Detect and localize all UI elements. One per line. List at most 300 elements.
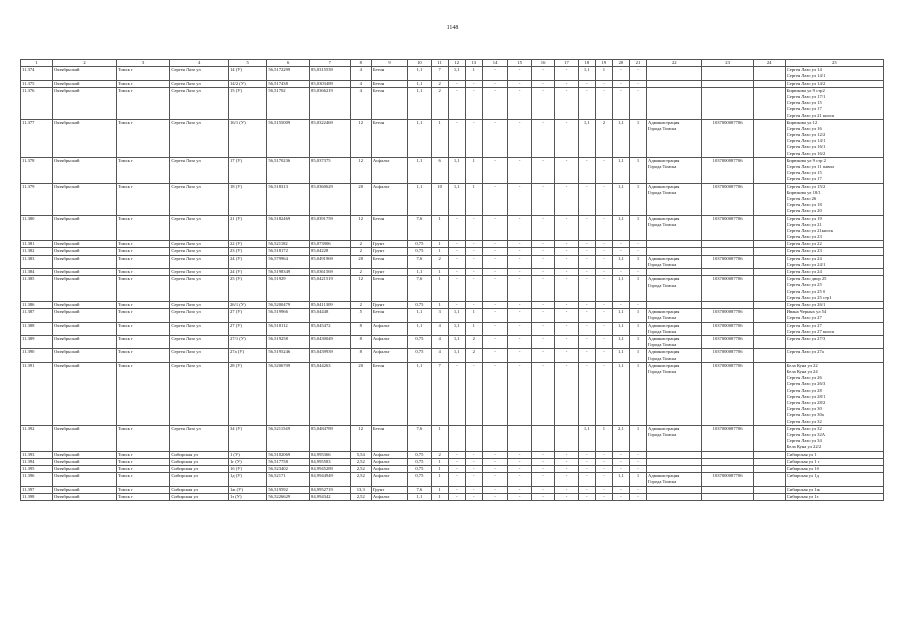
table-row bbox=[21, 302, 884, 309]
table-cell: - bbox=[629, 248, 646, 255]
table-cell bbox=[753, 87, 785, 119]
table-cell: 7 bbox=[431, 362, 448, 425]
address-cell bbox=[785, 157, 883, 183]
table-cell: - bbox=[578, 451, 595, 458]
row-number-cell: 11.397 bbox=[21, 486, 53, 493]
table-cell bbox=[482, 425, 508, 451]
address-cell bbox=[785, 322, 883, 335]
column-header: 13 bbox=[465, 60, 482, 67]
table-cell: - bbox=[508, 458, 531, 465]
table-cell: - bbox=[555, 309, 578, 322]
address-line: Сергея Лазо ул 15 bbox=[786, 100, 822, 106]
table-cell: - bbox=[448, 215, 465, 241]
table-cell: 1,1 bbox=[448, 322, 465, 335]
table-cell: 56,518172 bbox=[267, 248, 310, 255]
table-cell: - bbox=[578, 80, 595, 87]
table-cell: 85,045472 bbox=[310, 322, 351, 335]
table-cell: - bbox=[531, 302, 554, 309]
table-cell: Сергея Лазо ул bbox=[170, 119, 229, 157]
table-cell: 1 bbox=[465, 67, 482, 80]
address-cell bbox=[785, 465, 883, 472]
table-cell: 56,5200479 bbox=[267, 302, 310, 309]
table-cell: 12 bbox=[350, 215, 371, 241]
table-cell: - bbox=[448, 87, 465, 119]
table-cell: 20 bbox=[350, 255, 371, 268]
table-cell: 1 bbox=[465, 157, 482, 183]
address-line: Сергея Лазо ул 28 bbox=[786, 387, 822, 393]
table-cell: 21 (У) bbox=[228, 215, 266, 241]
table-cell: - bbox=[595, 248, 612, 255]
table-cell: 2 bbox=[350, 248, 371, 255]
address-line: Ивана Черных ул 54 bbox=[786, 309, 827, 315]
table-cell: 1 bbox=[431, 465, 448, 472]
table-cell: - bbox=[531, 362, 554, 425]
table-cell: 1 (У) bbox=[228, 451, 266, 458]
table-cell: Сергея Лазо ул bbox=[170, 215, 229, 241]
address-line: Сергея Лазо ул 19 bbox=[786, 215, 822, 221]
table-cell: - bbox=[629, 486, 646, 493]
table-cell bbox=[753, 241, 785, 248]
table-cell: 13,3 bbox=[350, 486, 371, 493]
table-cell: 2,1 bbox=[612, 425, 629, 451]
table-cell: 84,995583 bbox=[310, 458, 351, 465]
table-cell: 14 (У) bbox=[228, 67, 266, 80]
table-cell: - bbox=[531, 157, 554, 183]
table-cell: - bbox=[595, 362, 612, 425]
table-cell: - bbox=[482, 87, 508, 119]
table-cell: Бетон bbox=[371, 425, 407, 451]
table-cell: 4 bbox=[350, 80, 371, 87]
address-cell bbox=[785, 349, 883, 362]
table-cell: - bbox=[612, 67, 629, 80]
address-line: Сергея Лазо ул 17 bbox=[786, 106, 822, 112]
column-header: 12 bbox=[448, 60, 465, 67]
row-number-cell: 11.396 bbox=[21, 473, 53, 486]
address-line: Сергея Лазо ул 20 bbox=[786, 208, 822, 214]
table-cell: Сергея Лазо ул bbox=[170, 248, 229, 255]
row-number-cell: 11.378 bbox=[21, 157, 53, 183]
table-cell: 1 bbox=[431, 276, 448, 302]
table-cell: Октябрьский bbox=[53, 215, 117, 241]
table-cell: - bbox=[465, 276, 482, 302]
table-cell bbox=[448, 425, 465, 451]
table-cell: 0,75 bbox=[408, 241, 431, 248]
table-cell: - bbox=[595, 157, 612, 183]
table-cell: 4 bbox=[431, 349, 448, 362]
table-cell bbox=[753, 362, 785, 425]
address-cell bbox=[785, 336, 883, 349]
table-cell: - bbox=[531, 473, 554, 486]
table-cell: - bbox=[482, 183, 508, 215]
table-cell: - bbox=[531, 276, 554, 302]
table-cell: - bbox=[595, 465, 612, 472]
table-cell: 27 (У) bbox=[228, 309, 266, 322]
table-cell: 56,5182469 bbox=[267, 215, 310, 241]
table-cell: 85,0439939 bbox=[310, 349, 351, 362]
table-cell: 1г (У) bbox=[228, 458, 266, 465]
address-line: Бирюкова ул 12 bbox=[786, 119, 818, 125]
owner-line: Города Томска bbox=[648, 328, 677, 334]
column-header: 2 bbox=[53, 60, 117, 67]
table-cell: 85,0360629 bbox=[310, 183, 351, 215]
table-cell: Томск г bbox=[117, 87, 170, 119]
address-line: Сергея Лазо ул 24/1 bbox=[786, 261, 826, 267]
table-cell: - bbox=[465, 465, 482, 472]
table-cell: - bbox=[482, 486, 508, 493]
table-cell: - bbox=[578, 486, 595, 493]
table-cell bbox=[753, 458, 785, 465]
table-cell: - bbox=[595, 336, 612, 349]
table-cell: - bbox=[595, 486, 612, 493]
table-cell: - bbox=[448, 458, 465, 465]
table-cell: Октябрьский bbox=[53, 425, 117, 451]
owner-line: Администрация bbox=[648, 322, 680, 328]
table-cell: - bbox=[555, 241, 578, 248]
table-cell: 15 (У) bbox=[228, 87, 266, 119]
table-cell: 12 bbox=[350, 119, 371, 157]
table-row bbox=[21, 309, 884, 322]
table-cell: - bbox=[482, 451, 508, 458]
address-line: Сергея Лазо ул 17 bbox=[786, 176, 822, 182]
table-cell: Октябрьский bbox=[53, 269, 117, 276]
table-cell: - bbox=[555, 458, 578, 465]
owner-cell bbox=[647, 458, 702, 465]
table-cell: 56,5155009 bbox=[267, 119, 310, 157]
owner-cell bbox=[647, 465, 702, 472]
table-row bbox=[21, 276, 884, 302]
row-number-cell: 11.379 bbox=[21, 183, 53, 215]
table-cell: 2,52 bbox=[350, 458, 371, 465]
table-cell: - bbox=[578, 248, 595, 255]
table-cell: Сергея Лазо ул bbox=[170, 241, 229, 248]
owner-cell bbox=[647, 451, 702, 458]
table-row bbox=[21, 336, 884, 349]
table-cell: Томск г bbox=[117, 322, 170, 335]
table-cell: - bbox=[612, 87, 629, 119]
address-line: Сергея Лазо двор 25 bbox=[786, 276, 827, 282]
table-cell: Томск г bbox=[117, 255, 170, 268]
table-cell: - bbox=[531, 458, 554, 465]
table-cell: - bbox=[595, 458, 612, 465]
table-cell: 17 (У) bbox=[228, 157, 266, 183]
table-cell: - bbox=[465, 269, 482, 276]
table-cell: - bbox=[448, 248, 465, 255]
table-cell: - bbox=[612, 451, 629, 458]
table-cell: 85,0484789 bbox=[310, 425, 351, 451]
table-cell bbox=[753, 215, 785, 241]
table-cell: 1,1 bbox=[612, 309, 629, 322]
row-number-cell: 11.391 bbox=[21, 362, 53, 425]
address-cell bbox=[785, 269, 883, 276]
row-number-cell: 11.395 bbox=[21, 465, 53, 472]
table-cell: Сергея Лазо ул bbox=[170, 276, 229, 302]
table-cell: 22 (У) bbox=[228, 241, 266, 248]
address-line: Сергея Лазо ул 16 bbox=[786, 125, 822, 131]
table-cell: 1037000087706 bbox=[702, 322, 753, 335]
table-cell: Сергея Лазо ул bbox=[170, 336, 229, 349]
table-cell: Томск г bbox=[117, 269, 170, 276]
table-cell: - bbox=[482, 276, 508, 302]
table-cell: - bbox=[595, 276, 612, 302]
column-header: 4 bbox=[170, 60, 229, 67]
table-cell: - bbox=[482, 302, 508, 309]
table-cell bbox=[753, 255, 785, 268]
table-cell: - bbox=[482, 241, 508, 248]
table-cell: 1з (У) bbox=[228, 493, 266, 500]
table-cell: Бетон bbox=[371, 362, 407, 425]
table-cell: 56,518313 bbox=[267, 183, 310, 215]
table-cell bbox=[702, 465, 753, 472]
table-cell: - bbox=[482, 362, 508, 425]
owner-cell bbox=[647, 255, 702, 268]
table-cell: - bbox=[508, 493, 531, 500]
table-cell: 20 bbox=[350, 183, 371, 215]
owner-cell bbox=[647, 425, 702, 451]
table-cell: - bbox=[595, 322, 612, 335]
table-cell: - bbox=[508, 67, 531, 80]
owner-line: Администрация bbox=[648, 183, 680, 189]
table-cell: 20 bbox=[350, 362, 371, 425]
table-cell: Сибирская ул bbox=[170, 465, 229, 472]
table-cell: 7,6 bbox=[408, 276, 431, 302]
address-line: Сергея Лазо ул 27 bbox=[786, 315, 822, 321]
table-cell: Асфальт bbox=[371, 465, 407, 472]
table-row bbox=[21, 157, 884, 183]
table-cell: 1 bbox=[629, 119, 646, 157]
owner-line: Города Томска bbox=[648, 369, 677, 375]
address-cell bbox=[785, 493, 883, 500]
table-cell: 0,75 bbox=[408, 248, 431, 255]
address-line: Сибирская ул 1д bbox=[786, 473, 819, 479]
row-number-cell: 11.383 bbox=[21, 255, 53, 268]
table-cell: 14/2 (У) bbox=[228, 80, 266, 87]
table-cell: 1 bbox=[629, 157, 646, 183]
table-cell: Октябрьский bbox=[53, 486, 117, 493]
table-cell: - bbox=[578, 255, 595, 268]
owner-cell bbox=[647, 349, 702, 362]
column-header: 16 bbox=[531, 60, 554, 67]
owner-cell bbox=[647, 119, 702, 157]
table-cell: - bbox=[531, 451, 554, 458]
table-cell: - bbox=[465, 362, 482, 425]
table-cell: 1 bbox=[629, 362, 646, 425]
table-cell: 1,1 bbox=[408, 183, 431, 215]
table-cell: 1 bbox=[595, 425, 612, 451]
table-cell: - bbox=[531, 309, 554, 322]
table-cell: - bbox=[508, 362, 531, 425]
table-cell: Грунт bbox=[371, 302, 407, 309]
owner-line: Администрация bbox=[648, 215, 680, 221]
table-cell: - bbox=[578, 458, 595, 465]
table-cell: 1,1 bbox=[578, 119, 595, 157]
table-cell: - bbox=[531, 119, 554, 157]
table-cell: - bbox=[595, 87, 612, 119]
table-cell: 2,52 bbox=[350, 493, 371, 500]
table-cell: 7,6 bbox=[408, 425, 431, 451]
address-cell bbox=[785, 67, 883, 80]
table-cell: Октябрьский bbox=[53, 119, 117, 157]
address-line: Сергея Лазо ул 16/2 bbox=[786, 150, 826, 156]
table-cell: - bbox=[555, 215, 578, 241]
table-cell: Томск г bbox=[117, 493, 170, 500]
table-cell: Бетон bbox=[371, 309, 407, 322]
address-line: Сергея Лазо ул 28/1 bbox=[786, 393, 826, 399]
column-header: 3 bbox=[117, 60, 170, 67]
table-cell: 4 bbox=[350, 87, 371, 119]
table-cell: 16/1 (У) bbox=[228, 119, 266, 157]
table-cell: - bbox=[555, 276, 578, 302]
table-cell bbox=[702, 458, 753, 465]
table-cell: 2 bbox=[350, 241, 371, 248]
owner-line: Города Томска bbox=[648, 479, 677, 485]
address-line: Сергея Лазо ул 15/2 bbox=[786, 183, 826, 189]
table-cell: 4 bbox=[431, 322, 448, 335]
table-cell: - bbox=[465, 87, 482, 119]
table-cell: - bbox=[595, 183, 612, 215]
table-cell: - bbox=[629, 493, 646, 500]
table-cell: Октябрьский bbox=[53, 322, 117, 335]
table-cell: Томск г bbox=[117, 67, 170, 80]
table-cell bbox=[753, 119, 785, 157]
owner-cell bbox=[647, 493, 702, 500]
table-cell: - bbox=[448, 80, 465, 87]
table-cell: 27/1 (У) bbox=[228, 336, 266, 349]
table-cell: 0,75 bbox=[408, 458, 431, 465]
table-cell: - bbox=[482, 336, 508, 349]
table-cell bbox=[531, 425, 554, 451]
table-cell: - bbox=[482, 322, 508, 335]
address-cell bbox=[785, 255, 883, 268]
table-cell: - bbox=[555, 119, 578, 157]
row-number-cell: 11.382 bbox=[21, 248, 53, 255]
address-line: Сергея Лазо ул 14/1 bbox=[786, 73, 826, 79]
table-cell: - bbox=[531, 215, 554, 241]
table-cell: - bbox=[555, 87, 578, 119]
table-cell: - bbox=[595, 215, 612, 241]
table-cell bbox=[753, 493, 785, 500]
table-cell: - bbox=[465, 486, 482, 493]
table-cell: Октябрьский bbox=[53, 67, 117, 80]
table-cell bbox=[753, 425, 785, 451]
table-cell: 56,519258 bbox=[267, 336, 310, 349]
table-cell: 1,1 bbox=[578, 425, 595, 451]
table-cell: - bbox=[612, 269, 629, 276]
table-cell: Асфальт bbox=[371, 451, 407, 458]
table-cell: - bbox=[531, 322, 554, 335]
table-cell bbox=[702, 302, 753, 309]
table-cell: - bbox=[508, 255, 531, 268]
address-cell bbox=[785, 80, 883, 87]
table-cell: 1,1 bbox=[578, 67, 595, 80]
column-header: 10 bbox=[408, 60, 431, 67]
address-cell bbox=[785, 183, 883, 215]
table-cell: - bbox=[595, 302, 612, 309]
table-cell: - bbox=[482, 269, 508, 276]
table-cell bbox=[753, 473, 785, 486]
table-cell: 1,1 bbox=[408, 67, 431, 80]
table-cell: 56,51929 bbox=[267, 276, 310, 302]
table-cell bbox=[753, 322, 785, 335]
table-cell: 84,994342 bbox=[310, 493, 351, 500]
table-cell: Сергея Лазо ул bbox=[170, 362, 229, 425]
table-cell: 1 bbox=[431, 473, 448, 486]
owner-line: Администрация bbox=[648, 336, 680, 342]
row-number-cell: 11.386 bbox=[21, 302, 53, 309]
table-cell: - bbox=[578, 183, 595, 215]
table-cell: - bbox=[508, 276, 531, 302]
row-number-cell: 11.385 bbox=[21, 276, 53, 302]
address-line: Сергея Лазо ул 22 bbox=[786, 241, 822, 247]
table-cell: 85,0421519 bbox=[310, 276, 351, 302]
table-cell: 56,5102069 bbox=[267, 451, 310, 458]
table-cell: - bbox=[629, 87, 646, 119]
table-cell: - bbox=[578, 473, 595, 486]
table-cell bbox=[753, 451, 785, 458]
column-header: 24 bbox=[753, 60, 785, 67]
table-cell: 1,1 bbox=[612, 157, 629, 183]
table-cell: - bbox=[508, 157, 531, 183]
table-cell: 1,1 bbox=[448, 309, 465, 322]
table-cell: Сергея Лазо ул bbox=[170, 67, 229, 80]
table-cell: 1,1 bbox=[612, 349, 629, 362]
column-header: 25 bbox=[785, 60, 883, 67]
table-cell: 56,51702 bbox=[267, 87, 310, 119]
table-cell: 56,517758 bbox=[267, 458, 310, 465]
owner-line: Города Томска bbox=[648, 431, 677, 437]
address-line: Сибирская ул 1 bbox=[786, 451, 817, 457]
table-cell: 0,75 bbox=[408, 473, 431, 486]
table-cell: 8 bbox=[350, 349, 371, 362]
table-cell: - bbox=[465, 80, 482, 87]
table-cell: - bbox=[555, 80, 578, 87]
table-cell: 2,52 bbox=[350, 465, 371, 472]
table-cell: 3 bbox=[431, 309, 448, 322]
table-cell: - bbox=[612, 248, 629, 255]
table-cell: Сергея Лазо ул bbox=[170, 80, 229, 87]
address-line: Сергея Лазо ул 27 киоск bbox=[786, 328, 835, 334]
address-cell bbox=[785, 87, 883, 119]
table-cell: Томск г bbox=[117, 119, 170, 157]
table-cell: 28 (У) bbox=[228, 362, 266, 425]
table-cell: - bbox=[595, 269, 612, 276]
table-cell: - bbox=[612, 486, 629, 493]
table-row bbox=[21, 465, 884, 472]
table-cell bbox=[508, 425, 531, 451]
address-cell bbox=[785, 451, 883, 458]
address-cell bbox=[785, 486, 883, 493]
column-header: 8 bbox=[350, 60, 371, 67]
table-cell: - bbox=[465, 215, 482, 241]
address-line: Сергея Лазо ул 25 стр1 bbox=[786, 294, 832, 300]
column-header: 19 bbox=[595, 60, 612, 67]
table-cell: 1 bbox=[629, 322, 646, 335]
address-cell bbox=[785, 119, 883, 157]
table-cell: - bbox=[531, 255, 554, 268]
table-cell: 56,521182 bbox=[267, 241, 310, 248]
table-cell: - bbox=[578, 215, 595, 241]
address-line: Сергея Лазо ул 16/1 bbox=[786, 144, 826, 150]
table-cell: 23 (У) bbox=[228, 248, 266, 255]
table-cell: Грунт bbox=[371, 269, 407, 276]
table-cell: 1,1 bbox=[408, 362, 431, 425]
address-line: Бела Куна ул 24 bbox=[786, 369, 818, 375]
table-cell: - bbox=[578, 309, 595, 322]
table-cell: - bbox=[555, 269, 578, 276]
table-cell: - bbox=[555, 336, 578, 349]
table-cell bbox=[753, 183, 785, 215]
table-cell: 1,1 bbox=[448, 183, 465, 215]
table-cell: 56,579964 bbox=[267, 255, 310, 268]
